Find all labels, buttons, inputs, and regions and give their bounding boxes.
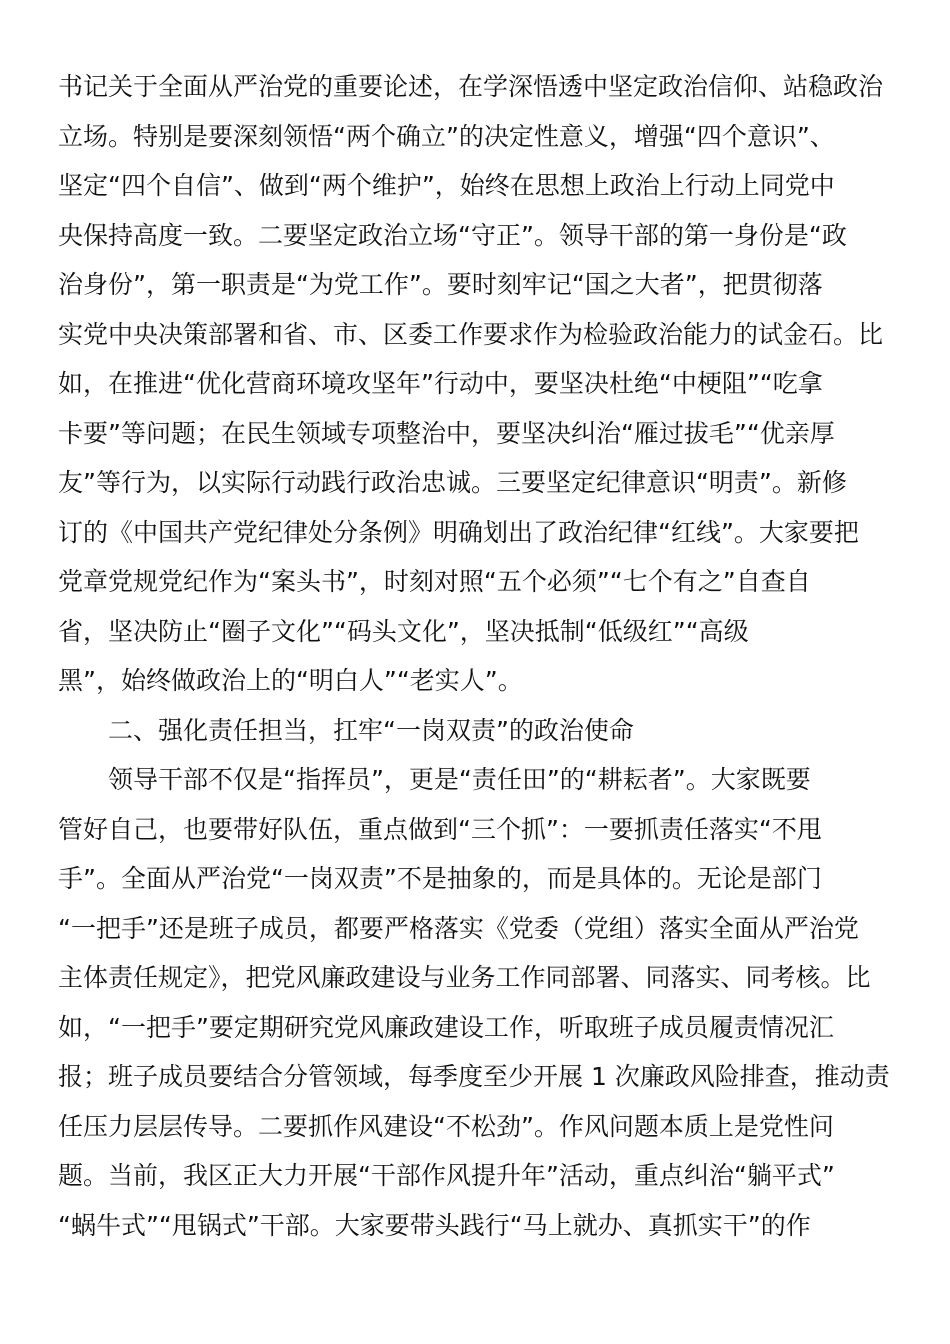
text-line: 主体责任规定》，把党风廉政建设与业务工作同部署、同落实、同考核。比 [58,963,871,992]
text-line: 订的《中国共产党纪律处分条例》明确划出了政治纪律“红线”。大家要把 [58,518,859,547]
text-line: 报；班子成员要结合分管领域，每季度至少开展 1 次廉政风险排查，推动责 [58,1062,890,1091]
text-line: 黑”，始终做政治上的“明白人”“老实人”。 [58,666,523,695]
text-line: 立场。特别是要深刻领悟“两个确立”的决定性意义，增强“四个意识”、 [58,122,835,151]
text-line: 如，“一把手”要定期研究党风廉政建设工作，听取班子成员履责情况汇 [58,1013,834,1042]
section-heading: 二、强化责任担当，扛牢“一岗双责”的政治使命 [108,716,634,745]
text-line: 治身份”，第一职责是“为党工作”。要时刻牢记“国之大者”，把贯彻落 [58,270,823,299]
text-line: 任压力层层传导。二要抓作风建设“不松劲”。作风问题本质上是党性问 [58,1112,834,1141]
text-line: 管好自己，也要带好队伍，重点做到“三个抓”：一要抓责任落实“不甩 [58,815,822,844]
text-line: 友”等行为，以实际行动践行政治忠诚。三要坚定纪律意识“明责”。新修 [58,468,847,497]
text-line: “一把手”还是班子成员，都要严格落实《党委（党组）落实全面从严治党 [58,914,859,943]
text-line: 书记关于全面从严治党的重要论述，在学深悟透中坚定政治信仰、站稳政治 [58,72,884,101]
text-line: 坚定“四个自信”、做到“两个维护”，始终在思想上政治上行动上同党中 [58,171,835,200]
text-line: 卡要”等问题；在民生领域专项整治中，要坚决纠治“雁过拔毛”“优亲厚 [58,419,835,448]
text-line: 领导干部不仅是“指挥员”，更是“责任田”的“耕耘者”。大家既要 [108,765,811,794]
text-line: 手”。全面从严治党“一岗双责”不是抽象的，而是具体的。无论是部门 [58,864,822,893]
text-line: 实党中央决策部署和省、市、区委工作要求作为检验政治能力的试金石。比 [58,320,884,349]
text-line: 党章党规党纪作为“案头书”，时刻对照“五个必须”“七个有之”自查自 [58,567,811,596]
text-line: 省，坚决防止“圈子文化”“码头文化”，坚决抵制“低级红”“高级 [58,617,749,646]
text-line: “蜗牛式”“甩锅式”干部。大家要带头践行“马上就办、真抓实干”的作 [58,1211,811,1240]
text-line: 央保持高度一致。二要坚定政治立场“守正”。领导干部的第一身份是“政 [58,221,847,250]
text-line: 如，在推进“优化营商环境攻坚年”行动中，要坚决杜绝“中梗阻”“吃拿 [58,369,823,398]
text-line: 题。当前，我区正大力开展“干部作风提升年”活动，重点纠治“躺平式” [58,1161,835,1190]
